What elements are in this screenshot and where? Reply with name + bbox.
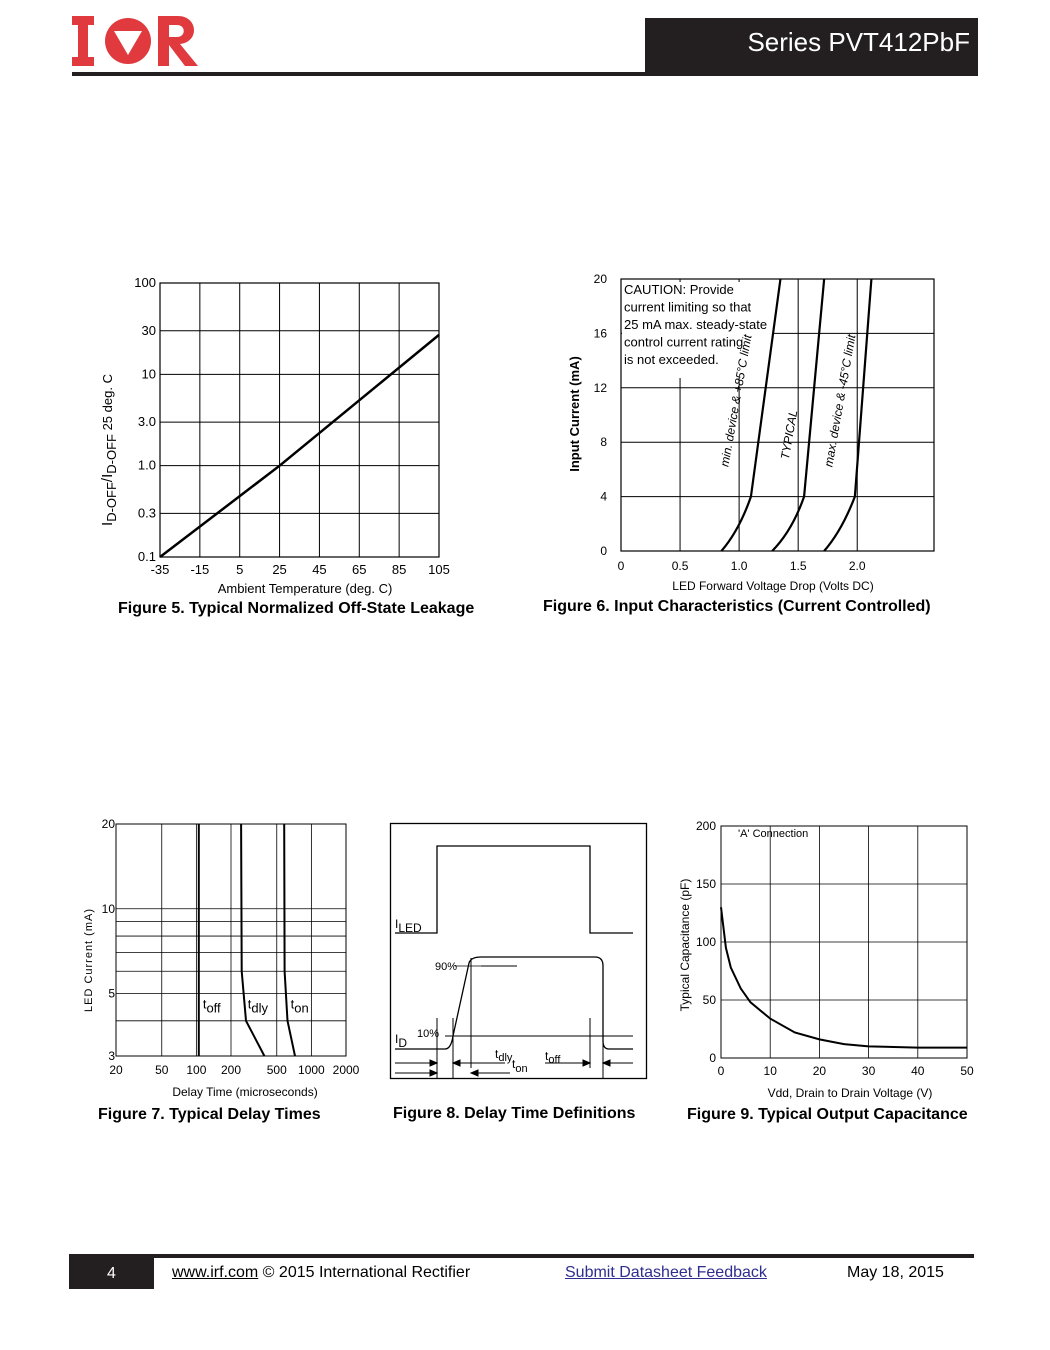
figure-9-x-tick-label: 20 [812, 1064, 827, 1078]
figure-8-tdly-label: tdly [495, 1047, 513, 1064]
figure-6-y-tick-label: 12 [593, 380, 607, 395]
figure-9-x-tick-label: 50 [960, 1064, 974, 1078]
figure-8-10pct-label: 10% [417, 1028, 440, 1040]
figure-7-y-tick-label: 20 [101, 817, 115, 831]
figure-7-ylabel: LED Current (mA) [83, 907, 95, 1013]
figure-8-led-waveform [395, 846, 633, 933]
figure-7-x-tick-label: 100 [186, 1063, 207, 1077]
figure-6-caution-line: current limiting so that [624, 299, 752, 315]
figure-5-xlabel: Ambient Temperature (deg. C) [217, 581, 393, 596]
figure-9-annotation: 'A' Connection [738, 828, 809, 840]
figure-5-x-tick-label: 5 [236, 562, 244, 577]
figure-6-x-tick-label: 1.0 [730, 559, 748, 573]
figure-9-capacitance-curve [721, 907, 967, 1047]
ior-logo [72, 14, 204, 72]
footer-date: May 18, 2015 [847, 1264, 944, 1281]
figure-5-x-tick-label: -15 [190, 562, 210, 577]
figure-5-y-tick-label: 0.3 [137, 505, 156, 521]
figure-8-caption: Figure 8. Delay Time Definitions [393, 1105, 636, 1122]
figure-8-frame [391, 824, 647, 1079]
figure-7-x-tick-label: 50 [155, 1063, 169, 1077]
figure-9-tick-labels [696, 819, 974, 1078]
figure-7-x-tick-label: 2000 [332, 1063, 360, 1077]
footer-copyright: © 2015 International Rectifier [258, 1264, 471, 1281]
figure-8-timing-diagram [385, 818, 650, 1083]
figure-9-x-tick-label: 30 [861, 1064, 876, 1078]
figure-7-x-tick-label: 200 [220, 1063, 242, 1077]
figure-5-x-tick-label: -35 [150, 562, 170, 577]
figure-6-y-tick-label: 8 [600, 435, 607, 450]
figure-8-toff-label: toff [545, 1049, 561, 1066]
figure-7-curve-label: toff [202, 996, 221, 1016]
figure-6-y-tick-label: 16 [593, 326, 607, 341]
figure-5-y-tick-label: 1.0 [137, 457, 156, 473]
figure-6-y-tick-label: 4 [600, 489, 607, 504]
figure-5-x-tick-label: 105 [428, 562, 450, 577]
figure-7-y-tick-label: 5 [108, 986, 115, 1001]
figure-6-curve-label: TYPICAL [777, 408, 801, 461]
figure-8-90pct-label: 90% [435, 961, 458, 973]
figure-7-curve-label: ton [290, 996, 309, 1016]
figure-5-x-tick-label: 65 [352, 562, 367, 577]
figure-5-leakage-line [160, 335, 439, 557]
figure-6-caution-line: CAUTION: Provide [624, 282, 734, 297]
figure-5-x-tick-label: 45 [312, 562, 327, 577]
figure-9-x-tick-label: 10 [763, 1064, 777, 1078]
figure-9-y-tick-label: 100 [695, 935, 716, 949]
figure-8-ton-label: ton [512, 1057, 528, 1075]
figure-7-chart [75, 815, 365, 1105]
figure-9-series [721, 907, 967, 1047]
figure-7-xlabel: Delay Time (microseconds) [172, 1085, 318, 1099]
figure-6-chart [560, 270, 960, 600]
figure-6-curve-label: min. device & +85°C limit [717, 333, 755, 468]
figure-6-caption: Figure 6. Input Characteristics (Current Controlled) [543, 598, 931, 615]
figure-9-x-tick-label: 40 [911, 1064, 925, 1078]
figure-6-x-tick-label: 1.5 [789, 559, 807, 573]
figure-7-grid [116, 824, 346, 1056]
submit-feedback-link[interactable]: Submit Datasheet Feedback [565, 1264, 767, 1281]
figure-7-x-tick-label: 1000 [298, 1063, 325, 1077]
figure-6-curve-label: max. device & -45°C limit [821, 333, 859, 468]
figure-9-x-tick-label: 0 [717, 1064, 725, 1078]
figure-6-x-tick-label: 0.5 [671, 559, 689, 573]
series-title: Series PVT412PbF [645, 18, 978, 76]
figure-5-y-tick-label: 30 [141, 322, 156, 338]
figure-7-y-tick-label: 10 [101, 901, 115, 916]
figure-7-y-tick-label: 3 [108, 1049, 115, 1063]
figure-9-grid [721, 826, 967, 1058]
figure-9-chart [675, 815, 985, 1105]
figure-6-caution-line: 25 mA max. steady-state [624, 317, 768, 332]
figure-9-xlabel: Vdd, Drain to Drain Voltage (V) [767, 1086, 933, 1100]
footer-copyright-line [172, 1264, 470, 1282]
footer-website-link[interactable]: www.irf.com [172, 1264, 259, 1281]
figure-5-x-tick-label: 85 [391, 562, 407, 577]
figure-5-series [160, 335, 439, 557]
figure-5-ylabel: ID-OFF/ID-OFF 25 deg. C [99, 374, 119, 526]
figure-8-iled-label: ILED [395, 917, 422, 935]
figure-9-y-tick-label: 200 [695, 819, 716, 833]
figure-5-x-tick-label: 25 [272, 562, 287, 577]
figure-6-ylabel: Input Current (mA) [567, 356, 582, 472]
figure-7-x-tick-label: 500 [266, 1063, 287, 1077]
figure-7-caption: Figure 7. Typical Delay Times [98, 1106, 321, 1123]
figure-5-grid [160, 283, 439, 557]
figure-9-y-tick-label: 150 [695, 877, 716, 891]
page-number: 4 [69, 1258, 154, 1289]
figure-6-caution-line: is not exceeded. [624, 352, 719, 367]
figure-6-caution-line: control current rating [624, 334, 744, 350]
figure-5-plot-frame [160, 283, 439, 557]
figure-9-ylabel: Typical Capacitance (pF) [678, 878, 692, 1012]
figure-6-y-tick-label: 20 [593, 272, 607, 286]
figure-5-chart [90, 270, 480, 600]
figure-8-id-label: ID [395, 1032, 408, 1050]
figure-7-curve-label: tdly [247, 996, 268, 1016]
figure-5-caption: Figure 5. Typical Normalized Off-State Leakage [118, 600, 475, 617]
figure-6-x-tick-label: 0 [617, 559, 625, 573]
footer-rule [69, 1254, 974, 1258]
figure-5-y-tick-label: 10 [141, 366, 156, 382]
figure-9-y-tick-label: 50 [702, 993, 716, 1007]
figure-9-y-tick-label: 0 [709, 1051, 716, 1065]
figure-5-y-tick-label: 3.0 [137, 414, 156, 430]
figure-6-x-tick-label: 2.0 [848, 559, 866, 573]
figure-5-y-tick-label: 100 [134, 275, 156, 290]
figure-6-y-tick-label: 0 [600, 544, 607, 558]
figure-6-xlabel: LED Forward Voltage Drop (Volts DC) [672, 579, 874, 593]
figure-7-x-tick-label: 20 [109, 1063, 123, 1077]
figure-5-tick-labels [134, 275, 450, 577]
figure-9-caption: Figure 9. Typical Output Capacitance [687, 1106, 968, 1123]
figure-5-y-tick-label: 0.1 [137, 549, 156, 564]
